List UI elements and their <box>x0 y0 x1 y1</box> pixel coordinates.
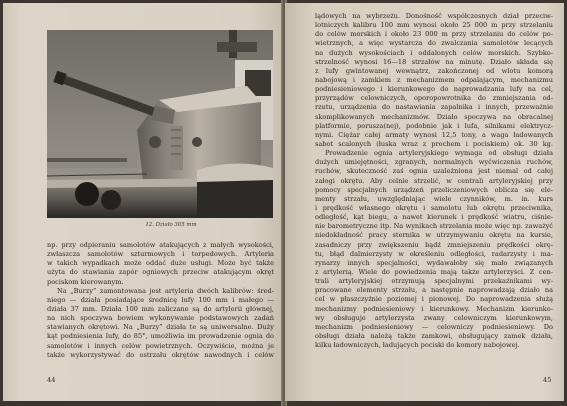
text-line: pociskom kierowanym. <box>47 277 124 286</box>
right-page <box>285 3 564 401</box>
text-line: rzutu, urządzenia do nastawiania zapalnika i innych, przeważnie <box>315 103 553 112</box>
text-line: pomocy specjalnych urządzeń przeliczeniowych oblicza się ele- <box>315 185 553 194</box>
text-line: z lufy gwintowanej wewnątrz, zakończonej od wlotu komorą <box>315 66 553 75</box>
text-line: Na „Burzy” zamontowana jest artyleria dwóch kalibrów: śred- <box>57 286 274 295</box>
gun-photograph <box>47 30 273 218</box>
text-line: mechanizmy podniesieniowy i kierunkowy. Mechanizm kierunko- <box>315 304 553 313</box>
text-line: strzelność wynosi 16—18 strzałów na minutę. Działo składa się <box>315 57 553 66</box>
text-line: wietrznych, a więc wystarcza do zwalczania samolotów lecących <box>315 39 553 48</box>
text-line: użyta do stawiania zapór ogniowych przeciw atakującym okręt <box>47 268 274 277</box>
text-line: niego — działa posiadające średnicę lufy 100 mm i małego — <box>47 295 274 304</box>
text-line: skomplikowanych mechanizmów. Działo spoczywa na obracalnej <box>315 112 553 121</box>
right-page-text <box>315 12 553 350</box>
text-line: lotniczych kalibru 100 mm wynosi około 25 000 m przy strzelaniu <box>315 21 553 30</box>
text-line: ruchów, skuteczność zaś ognia uzależniona jest niemal od całej <box>315 167 553 176</box>
text-line: podniesieniowego i kierunkowego do naprowadzania lufy na cel, <box>315 85 553 94</box>
text-line: w takich wypadkach może oddać duże usługi. Może być także <box>47 259 274 268</box>
text-line: Prowadzenie ognia artyleryjskiego wymaga od obsługi działa <box>325 149 553 158</box>
text-line: wy obsługuje artylerzysta zwany celowniczym kierunkowym, <box>315 313 553 322</box>
text-line: przyrządów celowniczych, oporopowrotnika do zmniejszania od- <box>315 94 553 103</box>
text-line: zwłaszcza samolotów szturmowych i torpedowych. Artyleria <box>47 250 274 259</box>
text-line: samolotów i innych celów powietrznych. Oczywiście, można je <box>47 341 274 350</box>
text-line: lądowych na wybrzeżu. Donośność współczesnych dział przeciw- <box>315 12 553 20</box>
text-line: i prędkość własnego okrętu i samolotu lub okrętu przeciwnika, <box>315 203 553 212</box>
left-page-text <box>47 241 274 360</box>
text-line: na dużych wysokościach i oddalonych celów morskich. Szybko- <box>315 48 553 57</box>
text-line: dużych umiejętności, zgranych, normalnych wyćwiczenia ruchów, <box>315 158 553 167</box>
text-line: do celów morskich i około 23 000 m przy strzelaniu do celów po- <box>315 30 553 39</box>
text-line: niedokładność pracy sternika w utrzymywaniu okrętu na kursie, <box>315 231 553 240</box>
figure-caption: 12. Działo 305 mm <box>145 222 197 228</box>
text-line: kilku ładowniczych, ładujących pociski do komory nabojowej. <box>315 341 520 350</box>
gun-image <box>47 30 273 218</box>
text-line: nymi. Ciężar całej armaty wynosi 12,5 tony, a waga ładowanych <box>315 130 553 139</box>
text-line: zasadniczy przy zwiększeniu bądź zmniejszeniu prędkości okrę- <box>315 240 553 249</box>
text-line: na nich spoczywa bowiem wykonywanie podstawowych zadań <box>47 314 274 323</box>
text-line: odległość, kąt biegu, a nawet kierunek i prędkość wiatru, ciśnie- <box>315 213 553 222</box>
text-line: platformie, porusza(nej), podobnie jak i lufa, silnikami elektrycz- <box>315 121 553 130</box>
text-line: tu, błąd dalmierzysty w określeniu odległości, radarzysty i ma- <box>315 249 553 258</box>
text-line: pracowane elementy strzału, a następnie naprowadzają działo na <box>315 286 553 295</box>
text-line: sabot scalonych (łuska wraz z prochem i pociskiem) ok. 30 kg. <box>315 139 553 148</box>
text-line: rynarzy innych specjalności, wydawałoby się mało związanych <box>315 258 553 267</box>
text-line: cel w płaszczyźnie poziomej i pionowej. Do naprowadzenia służą <box>315 295 553 304</box>
text-line: działa 37 mm. Działa 100 mm zaliczane są do artylerii głównej, <box>47 304 274 313</box>
text-line: obsługi działa należą także zamkowi, obsługujący zamek działa, <box>315 331 553 340</box>
text-line: menty strzału, uwzględniając wiele czynników, m. in. kurs <box>315 194 553 203</box>
text-line: także wykorzystywać do ostrzału okrętów nawodnych i celów <box>47 350 274 359</box>
text-line: mechanizm podniesieniowy — celowniczy podniesieniowy. Do <box>315 322 553 331</box>
text-line: załogi okrętu. Aby celnie strzelić, w centrali artyleryjskiej przy <box>315 176 553 185</box>
text-line: trali artyleryjskiej otrzymują specjalnymi przekaźnikami wy- <box>315 277 553 286</box>
text-line: nabojową i zamkiem z mechanizmem odpalającym, mechanizmu <box>315 75 553 84</box>
page-number-left: 44 <box>47 376 56 384</box>
page-number-right: 45 <box>543 376 552 384</box>
text-line: z artylerią. Wiele do powiedzenia mają także artylerzyści. Z cen- <box>315 267 553 276</box>
text-line: kąt podniesienia lufy, do 85°, umożliwia im prowadzenie ognia do <box>47 332 274 341</box>
left-page <box>3 3 283 401</box>
text-line: stawianych okrętowi. Na „Burzy” działa te są uniwersalne. Duży <box>47 323 274 332</box>
text-line: np. przy odpieraniu samolotów atakujących z małych wysokości, <box>47 241 274 249</box>
text-line: nie barometryczne itp. Na wynikach strzelania może więc np. zaważyć <box>315 222 553 231</box>
